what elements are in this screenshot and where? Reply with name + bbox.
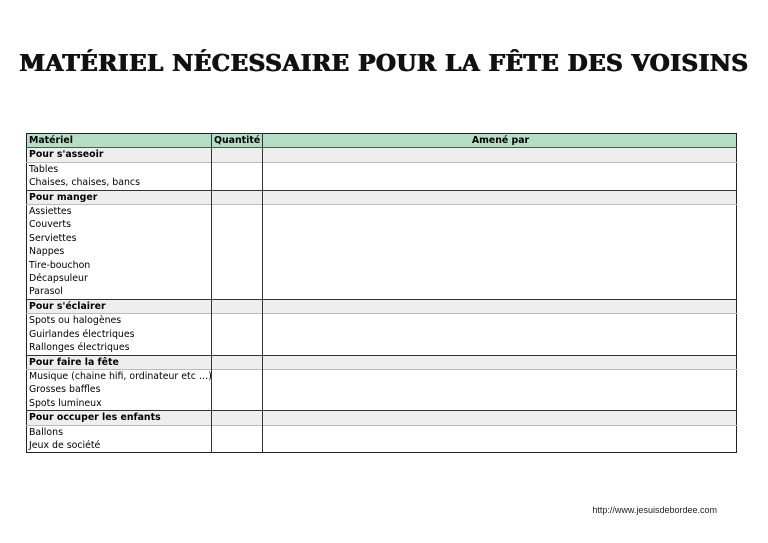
table-body <box>27 148 737 453</box>
quantity-cell[interactable] <box>212 162 263 176</box>
brought-by-cell[interactable] <box>263 205 737 219</box>
quantity-cell[interactable] <box>212 369 263 383</box>
item-label: Musique (chaine hifi, ordinateur etc …) <box>27 369 212 383</box>
table-row <box>27 383 737 396</box>
item-label: Parasol <box>29 286 63 298</box>
brought-by-cell[interactable] <box>263 162 737 176</box>
quantity-cell[interactable] <box>212 299 263 313</box>
brought-by-cell[interactable] <box>263 190 737 204</box>
brought-by-cell[interactable] <box>263 328 737 341</box>
section-label: Pour occuper les enfants <box>27 411 212 425</box>
table-row <box>27 328 737 341</box>
quantity-cell[interactable] <box>212 411 263 425</box>
table-row <box>27 218 737 231</box>
quantity-cell[interactable] <box>212 205 263 219</box>
section-label: Pour manger <box>27 190 212 204</box>
quantity-cell[interactable] <box>212 232 263 245</box>
table-row <box>27 232 737 245</box>
brought-by-cell[interactable] <box>263 148 737 162</box>
table-row <box>27 397 737 411</box>
item-label: Décapsuleur <box>29 273 88 285</box>
quantity-cell[interactable] <box>212 285 263 299</box>
brought-by-cell[interactable] <box>263 355 737 369</box>
quantity-cell[interactable] <box>212 425 263 439</box>
table-row <box>27 285 737 299</box>
quantity-cell[interactable] <box>212 341 263 355</box>
brought-by-cell[interactable] <box>263 299 737 313</box>
brought-by-cell[interactable] <box>263 245 737 258</box>
item-label: Guirlandes électriques <box>29 328 135 340</box>
section-row <box>27 190 737 204</box>
table-row <box>27 245 737 258</box>
footer-url: http://www.jesuisdebordee.com <box>592 505 717 515</box>
table-row <box>27 439 737 453</box>
header-materiel: Matériel <box>27 134 212 148</box>
brought-by-cell[interactable] <box>263 383 737 396</box>
item-label: Chaises, chaises, bancs <box>29 177 140 189</box>
section-label: Pour faire la fête <box>27 355 212 369</box>
quantity-cell[interactable] <box>212 245 263 258</box>
quantity-cell[interactable] <box>212 218 263 231</box>
quantity-cell[interactable] <box>212 439 263 453</box>
brought-by-cell[interactable] <box>263 411 737 425</box>
item-label: Jeux de société <box>29 439 101 451</box>
section-row <box>27 355 737 369</box>
table-row <box>27 176 737 190</box>
quantity-cell[interactable] <box>212 328 263 341</box>
brought-by-cell[interactable] <box>263 314 737 328</box>
table-row <box>27 162 737 176</box>
quantity-cell[interactable] <box>212 397 263 411</box>
brought-by-cell[interactable] <box>263 341 737 355</box>
header-amene-par: Amené par <box>263 134 737 148</box>
item-label: Rallonges électriques <box>29 342 130 354</box>
brought-by-cell[interactable] <box>263 439 737 453</box>
item-label: Ballons <box>27 425 212 439</box>
brought-by-cell[interactable] <box>263 176 737 190</box>
table-header-row <box>27 134 737 148</box>
table-row <box>27 259 737 272</box>
section-label: Pour s'asseoir <box>27 148 212 162</box>
brought-by-cell[interactable] <box>263 397 737 411</box>
item-label: Tire-bouchon <box>29 259 91 271</box>
brought-by-cell[interactable] <box>263 285 737 299</box>
brought-by-cell[interactable] <box>263 369 737 383</box>
section-row <box>27 148 737 162</box>
section-label: Pour s'éclairer <box>27 299 212 313</box>
quantity-cell[interactable] <box>212 314 263 328</box>
quantity-cell[interactable] <box>212 355 263 369</box>
table-row <box>27 369 737 383</box>
brought-by-cell[interactable] <box>263 272 737 285</box>
item-label: Couverts <box>29 219 71 231</box>
brought-by-cell[interactable] <box>263 425 737 439</box>
quantity-cell[interactable] <box>212 259 263 272</box>
page-title: MATÉRIEL NÉCESSAIRE POUR LA FÊTE DES VOISINS <box>19 50 749 77</box>
item-label: Nappes <box>29 246 65 258</box>
table-row <box>27 272 737 285</box>
table-row <box>27 205 737 219</box>
materials-table <box>26 133 737 453</box>
item-label: Tables <box>27 162 212 176</box>
quantity-cell[interactable] <box>212 148 263 162</box>
header-quantite: Quantité <box>212 134 263 148</box>
brought-by-cell[interactable] <box>263 218 737 231</box>
section-row <box>27 299 737 313</box>
table-row <box>27 341 737 355</box>
quantity-cell[interactable] <box>212 190 263 204</box>
section-row <box>27 411 737 425</box>
quantity-cell[interactable] <box>212 272 263 285</box>
quantity-cell[interactable] <box>212 383 263 396</box>
item-label: Spots lumineux <box>29 397 102 409</box>
item-label: Serviettes <box>29 232 77 244</box>
item-label: Grosses baffles <box>29 384 101 396</box>
item-label: Assiettes <box>27 205 212 219</box>
brought-by-cell[interactable] <box>263 232 737 245</box>
table-row <box>27 314 737 328</box>
brought-by-cell[interactable] <box>263 259 737 272</box>
item-label: Spots ou halogènes <box>27 314 212 328</box>
table-row <box>27 425 737 439</box>
quantity-cell[interactable] <box>212 176 263 190</box>
